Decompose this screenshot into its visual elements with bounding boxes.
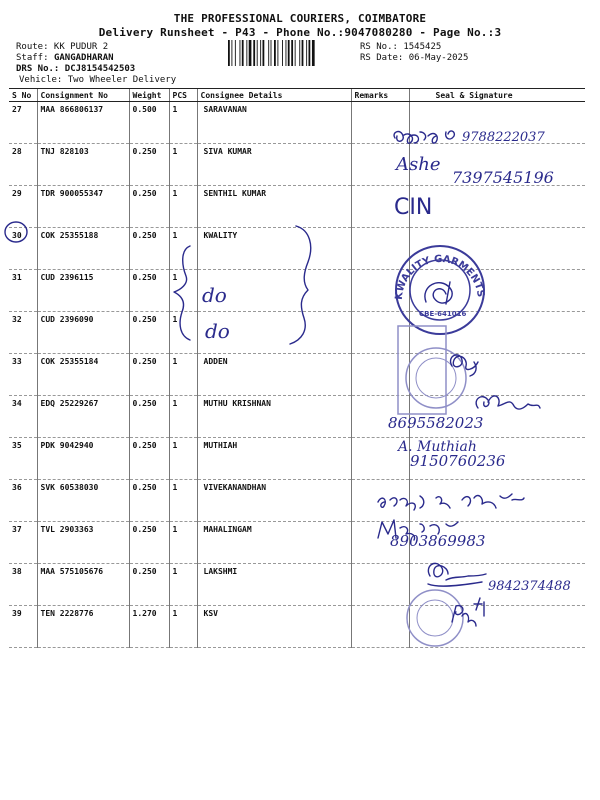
row-remarks — [351, 480, 409, 522]
row-consignment-no: TDR 900055347 — [37, 186, 129, 228]
row-pcs: 1 — [169, 144, 197, 186]
row-remarks — [351, 606, 409, 648]
row-sno: 33 — [9, 354, 37, 396]
stamp-ring-text: KWALITY GARMENTS — [393, 253, 486, 301]
staff-value: GANGADHARAN — [53, 53, 114, 63]
table-row — [9, 438, 585, 480]
route-label: Route: KK PUDUR 2 — [16, 42, 109, 52]
handwritten-phone-38: 9842374488 — [488, 579, 571, 594]
row-pcs: 1 — [169, 312, 197, 354]
row-consignee: MAHALINGAM — [197, 522, 351, 564]
row-seal-signature — [409, 522, 585, 564]
row-consignee: KWALITY — [197, 228, 351, 270]
row-consignment-no: MAA 866806137 — [37, 102, 129, 144]
row-sno: 31 — [9, 270, 37, 312]
table-row — [9, 522, 585, 564]
row-remarks — [351, 564, 409, 606]
handwritten-phone-35: 9150760236 — [410, 452, 506, 470]
col-consignee-details: Consignee Details — [197, 89, 351, 102]
row-sno: 35 — [9, 438, 37, 480]
row-pcs: 1 — [169, 102, 197, 144]
table-row — [9, 144, 585, 186]
row-pcs: 1 — [169, 606, 197, 648]
row-seal-signature — [409, 354, 585, 396]
row-weight: 1.270 — [129, 606, 169, 648]
row-seal-signature — [409, 186, 585, 228]
row-weight: 0.250 — [129, 438, 169, 480]
row-remarks — [351, 228, 409, 270]
col-sno: S No — [9, 89, 37, 102]
row-consignee: SARAVANAN — [197, 102, 351, 144]
row-weight: 0.250 — [129, 270, 169, 312]
row-pcs: 1 — [169, 396, 197, 438]
row-consignee — [197, 270, 351, 312]
row-sno: 32 — [9, 312, 37, 354]
row-consignment-no: COK 25355188 — [37, 228, 129, 270]
table-header-row — [9, 89, 585, 102]
row-consignee: LAKSHMI — [197, 564, 351, 606]
row-consignment-no: PDK 9042940 — [37, 438, 129, 480]
row-remarks — [351, 144, 409, 186]
runsheet-table — [9, 88, 585, 648]
row-consignment-no: TVL 2903363 — [37, 522, 129, 564]
row-weight: 0.250 — [129, 396, 169, 438]
table-row — [9, 312, 585, 354]
rs-number: RS No.: 1545425 — [360, 42, 442, 52]
row-sno: 34 — [9, 396, 37, 438]
row-sno: 27 — [9, 102, 37, 144]
handwritten-name-28: Ashe — [396, 154, 441, 175]
row-weight: 0.250 — [129, 144, 169, 186]
table-row — [9, 102, 585, 144]
row-sno: 30 — [9, 228, 37, 270]
row-seal-signature — [409, 606, 585, 648]
col-pcs: PCS — [169, 89, 197, 102]
stamp-code: CBE-641016 — [419, 310, 467, 318]
col-seal-signature: Seal & Signature — [409, 89, 585, 102]
col-remarks: Remarks — [351, 89, 409, 102]
row-pcs: 1 — [169, 564, 197, 606]
row-remarks — [351, 522, 409, 564]
handwritten-cin: CIN — [394, 195, 433, 220]
row-consignment-no: TEN 2228776 — [37, 606, 129, 648]
row-seal-signature — [409, 102, 585, 144]
table-row — [9, 396, 585, 438]
row-consignment-no: CUD 2396115 — [37, 270, 129, 312]
row-pcs: 1 — [169, 522, 197, 564]
row-seal-signature — [409, 564, 585, 606]
row-sno: 37 — [9, 522, 37, 564]
handwritten-phone-28: 9788222037 — [462, 130, 545, 145]
row-seal-signature — [409, 312, 585, 354]
row-consignee: SENTHIL KUMAR — [197, 186, 351, 228]
row-consignment-no: CUD 2396090 — [37, 312, 129, 354]
row-remarks — [351, 102, 409, 144]
row-sno: 29 — [9, 186, 37, 228]
row-pcs: 1 — [169, 186, 197, 228]
table-row — [9, 228, 585, 270]
handwritten-ditto-32: do — [205, 319, 230, 343]
row-seal-signature — [409, 438, 585, 480]
table-row — [9, 564, 585, 606]
row-consignee: VIVEKANANDHAN — [197, 480, 351, 522]
table-row — [9, 480, 585, 522]
row-consignee — [197, 312, 351, 354]
handwritten-ditto-31: do — [202, 283, 227, 307]
row-weight: 0.250 — [129, 228, 169, 270]
table-row — [9, 270, 585, 312]
staff-label: Staff: — [16, 53, 49, 63]
staff-line — [16, 53, 114, 63]
table-row — [9, 354, 585, 396]
row-seal-signature — [409, 144, 585, 186]
col-consignment-no: Consignment No — [37, 89, 129, 102]
drs-label: DRS No.: — [16, 64, 60, 74]
row-remarks — [351, 312, 409, 354]
row-consignee: SIVA KUMAR — [197, 144, 351, 186]
row-pcs: 1 — [169, 228, 197, 270]
row-pcs: 1 — [169, 480, 197, 522]
row-consignee: MUTHU KRISHNAN — [197, 396, 351, 438]
row-seal-signature — [409, 228, 585, 270]
row-weight: 0.250 — [129, 564, 169, 606]
row-seal-signature — [409, 480, 585, 522]
drs-line — [16, 64, 135, 74]
row-remarks — [351, 396, 409, 438]
handwritten-phone-29: 7397545196 — [452, 168, 554, 187]
runsheet-subtitle: Delivery Runsheet - P43 - Phone No.:9047080280 - Page No.:3 — [98, 26, 502, 39]
row-weight: 0.250 — [129, 354, 169, 396]
row-consignee: MUTHIAH — [197, 438, 351, 480]
barcode-image — [228, 40, 356, 66]
row-sno: 36 — [9, 480, 37, 522]
row-weight: 0.250 — [129, 480, 169, 522]
table-row — [9, 186, 585, 228]
row-sno: 38 — [9, 564, 37, 606]
row-sno: 39 — [9, 606, 37, 648]
row-weight: 0.250 — [129, 186, 169, 228]
row-seal-signature — [409, 270, 585, 312]
vehicle-label: Vehicle: Two Wheeler Delivery — [19, 75, 177, 85]
row-pcs: 1 — [169, 438, 197, 480]
handwritten-phone-34: 8695582023 — [388, 414, 484, 432]
rs-date: RS Date: 06-May-2025 — [360, 53, 469, 63]
row-remarks — [351, 354, 409, 396]
row-remarks — [351, 270, 409, 312]
row-consignment-no: COK 25355184 — [37, 354, 129, 396]
row-sno: 28 — [9, 144, 37, 186]
company-title: THE PROFESSIONAL COURIERS, COIMBATORE — [173, 12, 427, 25]
row-consignee: ADDEN — [197, 354, 351, 396]
row-consignment-no: TNJ 828103 — [37, 144, 129, 186]
row-consignment-no: SVK 60538030 — [37, 480, 129, 522]
row-pcs: 1 — [169, 270, 197, 312]
row-remarks — [351, 186, 409, 228]
row-weight: 0.500 — [129, 102, 169, 144]
table-row — [9, 606, 585, 648]
handwritten-name-35: A. Muthiah — [398, 439, 477, 455]
row-consignee: KSV — [197, 606, 351, 648]
row-weight: 0.250 — [129, 312, 169, 354]
drs-value: DCJ8154542503 — [64, 64, 136, 74]
row-consignment-no: EDQ 25229267 — [37, 396, 129, 438]
row-consignment-no: MAA 575105676 — [37, 564, 129, 606]
row-weight: 0.250 — [129, 522, 169, 564]
row-pcs: 1 — [169, 354, 197, 396]
handwritten-phone-37: 8903869983 — [390, 532, 486, 550]
row-remarks — [351, 438, 409, 480]
col-weight: Weight — [129, 89, 169, 102]
row-seal-signature — [409, 396, 585, 438]
